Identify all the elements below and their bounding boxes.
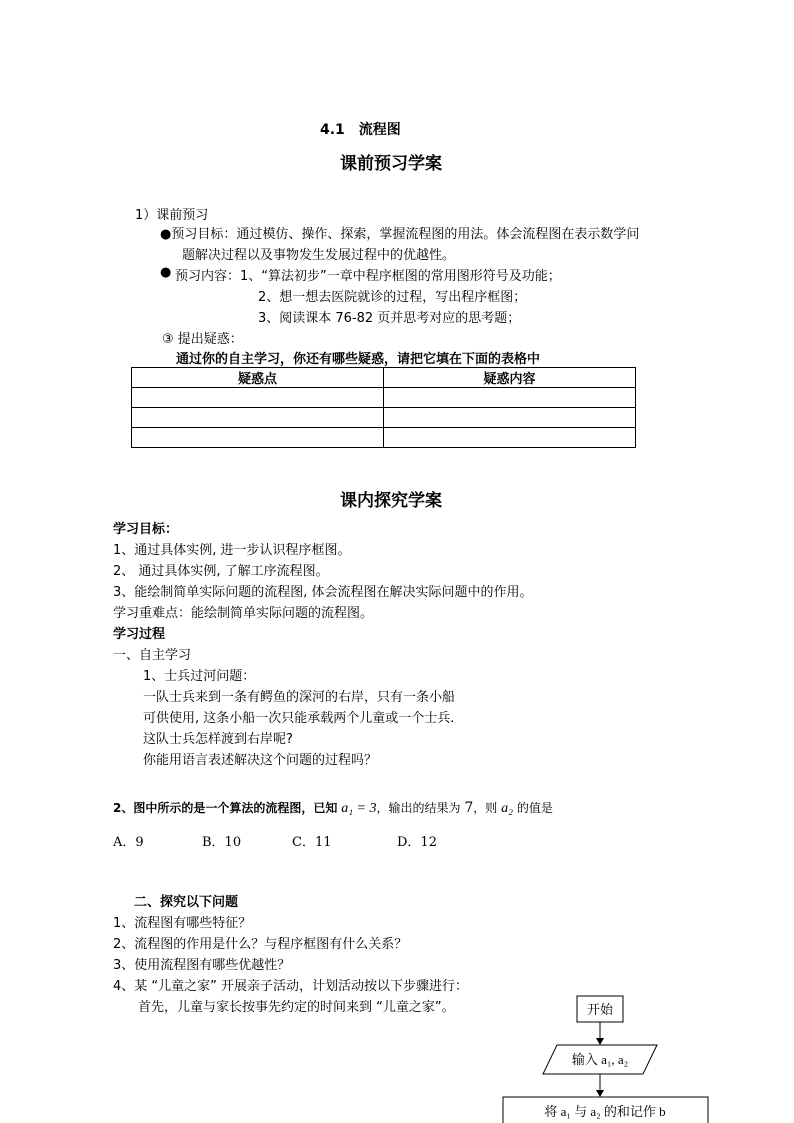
preview-heading: 1）课前预习: [135, 208, 209, 223]
choice-c: C．11: [292, 835, 332, 850]
problem1-title: 1、士兵过河问题：: [143, 669, 256, 684]
problem2-var: a₂: [501, 801, 513, 816]
problem2-result: 7: [464, 800, 474, 816]
problem2-mid: ，输出的结果为: [376, 801, 461, 815]
doubt-col-content: 疑惑内容: [384, 368, 636, 388]
doubt-heading: ③ 提出疑惑：: [162, 332, 243, 347]
preview-content-3: 3、阅读课本 76-82 页并思考对应的思考题；: [258, 311, 521, 326]
table-row: [132, 408, 636, 428]
table-cell[interactable]: [384, 428, 636, 448]
question-4: 4、某 “儿童之家” 开展亲子活动，计划活动按以下步骤进行：: [113, 979, 469, 994]
question-3: 3、使用流程图有哪些优越性？: [113, 958, 291, 973]
table-row: [132, 388, 636, 408]
table-cell[interactable]: [384, 388, 636, 408]
problem2: [113, 799, 553, 817]
preview-content-bullet: ●: [160, 265, 172, 280]
choice-a: A．9: [113, 835, 144, 850]
part1-heading: 一、自主学习: [113, 648, 192, 663]
problem1-line-2: 可供使用, 这条小船一次只能承载两个儿童或一个士兵.: [143, 711, 455, 726]
goal-item-1: 1、通过具体实例, 进一步认识程序框图。: [113, 543, 351, 558]
doubt-col-point: 疑惑点: [132, 368, 384, 388]
table-cell[interactable]: [132, 388, 384, 408]
goals-heading: 学习目标：: [113, 522, 179, 537]
problem2-suffix: ，则: [473, 801, 498, 815]
inclass-title: 课内探究学案: [340, 491, 442, 511]
table-cell[interactable]: [132, 408, 384, 428]
problem1-line-3: 这队士兵怎样渡到右岸呢?: [143, 732, 293, 747]
flowchart-arrow-2-head: [596, 1090, 604, 1097]
problem2-prefix: 2、图中所示的是一个算法的流程图，已知: [113, 801, 338, 815]
doubt-instruction: 通过你的自主学习，你还有哪些疑惑，请把它填在下面的表格中: [176, 352, 541, 367]
question-1: 1、流程图有哪些特征？: [113, 916, 252, 931]
goal-item-2: 2、 通过具体实例, 了解工序流程图。: [113, 564, 329, 579]
doubt-table-header: [132, 368, 636, 388]
flowchart-start-label: 开始: [586, 1003, 614, 1018]
problem1-line-4: 你能用语言表述解决这个问题的过程吗？: [143, 753, 378, 768]
table-cell[interactable]: [132, 428, 384, 448]
choice-d: D．12: [397, 835, 437, 850]
question-2: 2、流程图的作用是什么？与程序框图有什么关系？: [113, 937, 408, 952]
preview-content-2: 2、想一想去医院就诊的过程，写出程序框图；: [258, 290, 527, 305]
flowchart-input-label: 输入 a₁, a₂: [571, 1052, 629, 1067]
part2-heading: 二、探究以下问题: [134, 895, 239, 910]
doubt-table: [131, 367, 636, 448]
preview-title: 课前预习学案: [340, 154, 442, 174]
preview-goal: ●预习目标：通过模仿、操作、探索，掌握流程图的用法。体会流程图在表示数学问: [160, 227, 640, 242]
flowchart-arrow-1-head: [596, 1038, 604, 1045]
preview-content-1: 预习内容：1、“算法初步”一章中程序框图的常用图形符号及功能；: [175, 269, 561, 284]
preview-goal-cont: 题解决过程以及事物发生发展过程中的优越性。: [182, 248, 456, 263]
process-heading: 学习过程: [113, 627, 166, 642]
table-row: [132, 428, 636, 448]
key-point: 学习重难点：能绘制简单实际问题的流程图。: [113, 606, 374, 621]
goal-item-3: 3、能绘制简单实际问题的流程图, 体会流程图在解决实际问题中的作用。: [113, 585, 533, 600]
problem2-end: 的值是: [516, 801, 553, 815]
problem2-condition: a₁ = 3: [341, 801, 377, 816]
problem1-line-1: 一队士兵来到一条有鳄鱼的深河的右岸，只有一条小船: [143, 690, 456, 705]
flowchart-process-label: 将 a₁ 与 a₂ 的和记作 b: [544, 1104, 666, 1119]
choice-b: B．10: [202, 835, 242, 850]
section-title: 4.1 流程图: [320, 122, 401, 138]
table-cell[interactable]: [384, 408, 636, 428]
flowchart: [495, 990, 715, 1123]
question-4-step-1: 首先，儿童与家长按事先约定的时间来到 “儿童之家”。: [138, 1000, 455, 1015]
